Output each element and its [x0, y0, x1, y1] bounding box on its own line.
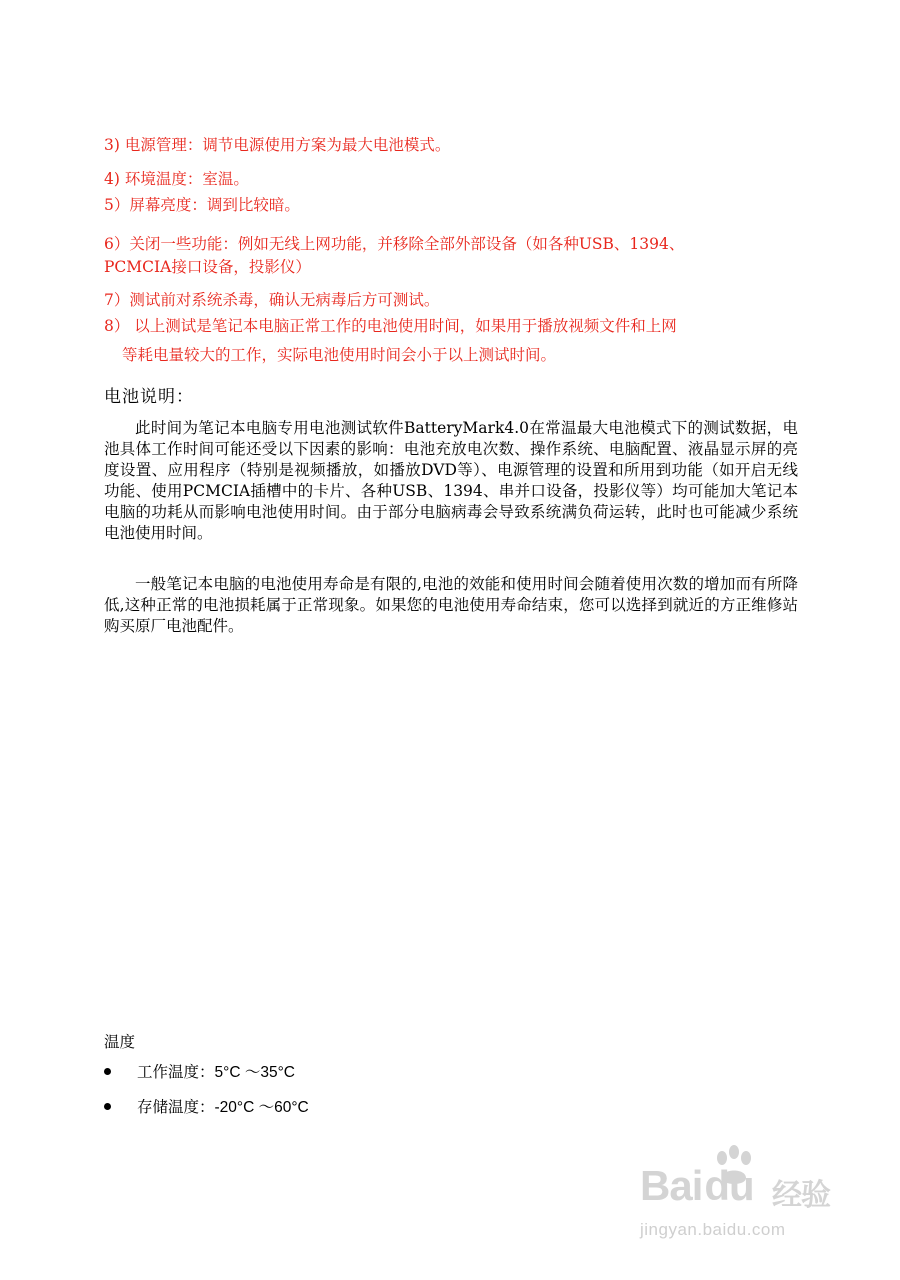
- temperature-title: 温度: [104, 1033, 136, 1051]
- list-item-ambient-temperature: 4) 环境温度：室温。: [104, 170, 249, 188]
- list-item-power-management: 3) 电源管理：调节电源使用方案为最大电池模式。: [104, 136, 451, 154]
- list-item-screen-brightness: 5）屏幕亮度：调到比较暗。: [104, 196, 300, 214]
- list-item-disclaimer-line2: 等耗电量较大的工作，实际电池使用时间会小于以上测试时间。: [122, 346, 557, 364]
- baidu-jingyan-watermark: [640, 1140, 850, 1250]
- working-temperature-label: 工作温度：: [137, 1063, 215, 1081]
- list-item-disclaimer-line1: 8） 以上测试是笔记本电脑正常工作的电池使用时间，如果用于播放视频文件和上网: [104, 317, 677, 335]
- list-item-disable-features-line2: PCMCIA接口设备，投影仪）: [104, 258, 311, 276]
- battery-section-title: 电池说明：: [104, 387, 194, 407]
- bullet-icon: [104, 1068, 111, 1075]
- battery-paragraph-2: 一般笔记本电脑的电池使用寿命是有限的,电池的效能和使用时间会随着使用次数的增加而有所降低,这种正常的电池损耗属于正常现象。如果您的电池使用寿命结束，您可以选择到就近的方正维修站购买原厂电池配件。: [104, 575, 798, 635]
- list-item-disable-features-line1: 6）关闭一些功能：例如无线上网功能，并移除全部外部设备（如各种USB、1394、: [104, 235, 685, 253]
- watermark-logo: Baidu: [640, 1162, 754, 1209]
- list-item-antivirus: 7）测试前对系统杀毒，确认无病毒后方可测试。: [104, 291, 440, 309]
- bullet-icon: [104, 1103, 111, 1110]
- working-temperature-value: 5°C ～35°C: [214, 1064, 295, 1081]
- storage-temperature-value: -20°C ～60°C: [214, 1099, 309, 1116]
- watermark-url: jingyan.baidu.com: [640, 1220, 786, 1239]
- storage-temperature-label: 存储温度：: [137, 1098, 215, 1116]
- storage-temperature-item: [104, 1095, 309, 1117]
- working-temperature-item: [104, 1060, 295, 1082]
- watermark-logo-cn: 经验: [772, 1179, 830, 1212]
- battery-paragraph-1: 此时间为笔记本电脑专用电池测试软件BatteryMark4.0在常温最大电池模式下的测试数据，电池具体工作时间可能还受以下因素的影响：电池充放电次数、操作系统、电脑配置、液晶显示屏的亮度设置、应用程序（特别是视频播放，如播放DVD等）、电源管理的设置和所用到功能（如开启无线功能、使用PCMCIA插槽中的卡片、各种USB、1394、串并口设备，投影仪等）均可能加大笔记本电脑的功耗从而影响电池使用时间。由于部分电脑病毒会导致系统满负荷运转，此时也可能减少系统电池使用时间。: [104, 419, 798, 542]
